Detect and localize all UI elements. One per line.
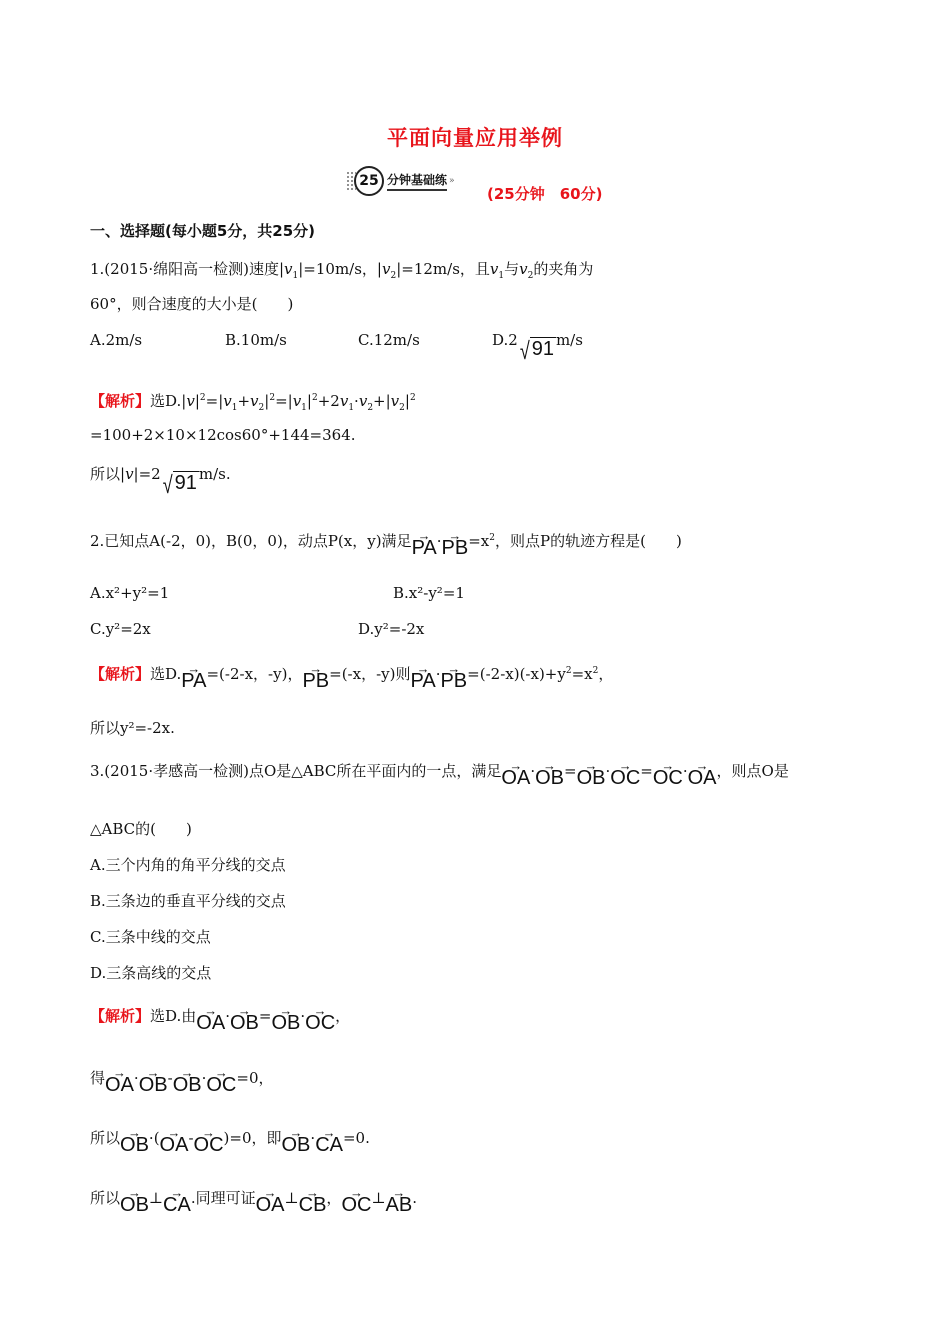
a3-line1: 【解析】选D.由→ OA·→ OB=→ OB·→ OC， [90,1005,350,1033]
badge-number: 25 [354,166,384,196]
q1-option-c: C.12m/s [358,331,420,349]
q1-option-b: B.10m/s [225,331,287,349]
a1-line1: 【解析】选$D.|v|^2=|v_1+v_2|^2=|v_1|^2+2v_1\cdot v_2+|v_2|^2$ [90,392,416,413]
q1-option-a: A.2m/s [90,331,143,349]
sqrt-91: √ 91 [519,337,554,365]
q3-option-c: C.三条中线的交点 [90,928,211,946]
q3-option-b: B.三条边的垂直平分线的交点 [90,892,286,910]
page-title: 平面向量应用举例 [387,126,563,150]
q2-option-a: A.x²+y²=1 [90,584,170,602]
a2-line2: 所以y²=-2x. [90,719,175,737]
section-badge [346,167,455,195]
chevron-right-icon: » [449,176,455,186]
q1-option-d: D.2 √ 91 m/s [492,331,583,365]
q2-option-b: B.x²-y²=1 [393,584,465,602]
a3-line3: 所以→ OB·(→ OA-→ OC)=0，即→ OB·→ CA=0. [90,1127,370,1155]
a1-line3: 所以|v|=2 √ 91 m/s. [90,465,231,499]
q2-option-d: D.y²=-2x [358,620,425,638]
badge-text: 分钟基础练 [387,171,447,191]
q3-line2: △ABC的( ) [90,820,192,838]
q3-line1: 3.(2015·孝感高一检测)点O是△ABC所在平面内的一点，满足→ OA·→ OB=→ OB·→ OC=→ OC·→ OA，则点O是 [90,760,789,788]
a2-line1: 【解析】选D.→ PA=(-2-x，-y)，→ PB=(-x，-y)则→ $PA\cdot\to PB=(-2-x)(-x)+y^2=x^2$， [90,663,613,691]
q3-option-a: A.三个内角的角平分线的交点 [90,856,286,874]
a3-line2: 得→ OA·→ OB-→ OB·→ OC=0， [90,1067,274,1095]
timing: (25分钟 60分) [487,185,603,203]
section-heading: 一、选择题(每小题5分，共25分) [90,222,316,240]
a1-line2: =100+2×10×12cos60°+144=364. [90,426,356,444]
q1-line2: 60°，则合速度的大小是( ) [90,295,294,313]
a3-line4: 所以→ OB⊥→ CA.同理可证→ OA⊥→ CB，→ OC⊥→ AB. [90,1187,417,1215]
q2-line1: 2.已知点A(-2，0)，B(0，0)，动点P(x，y)满足→ $PA\cdot\to PB=x^2$，则点P的轨迹方程是( ) [90,530,682,558]
q3-option-d: D.三条高线的交点 [90,964,212,982]
q1-line1: 1.(2015·绵阳高一检测)速度$|v_1|=10m/s$，$|v_2|=12m/s$，且$v_1$与$v_2$的夹角为 [90,260,594,281]
q2-option-c: C.y²=2x [90,620,151,638]
